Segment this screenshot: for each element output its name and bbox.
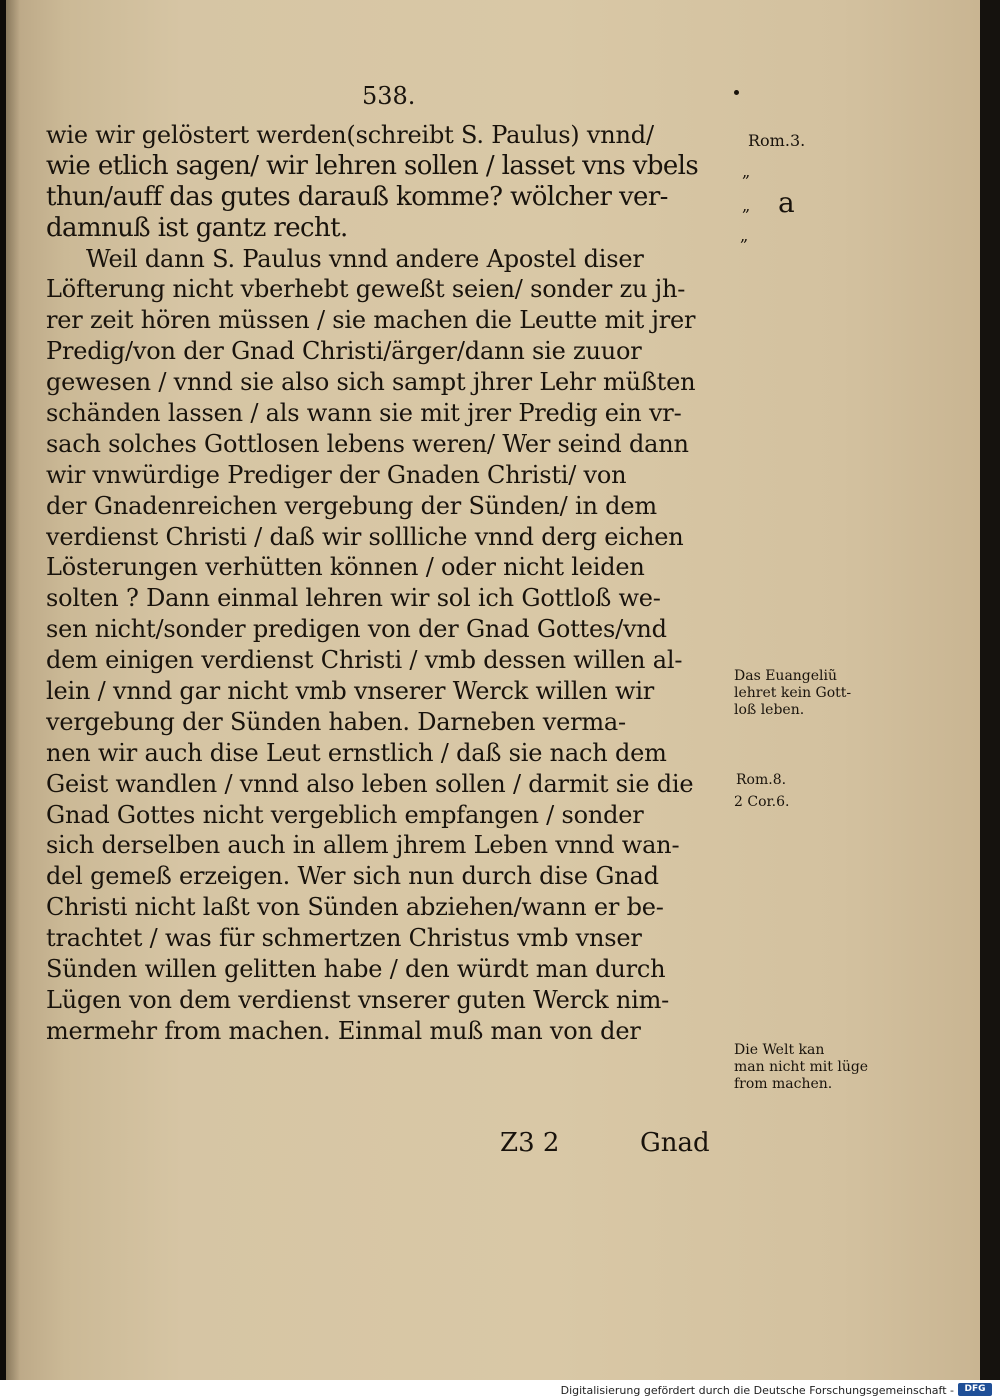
text-line: mermehr from machen. Einmal muß man von der: [46, 1016, 641, 1045]
text-line: sach solches Gottlosen lebens weren/ Wer seind dann: [46, 429, 689, 458]
text-line: thun/auff das gutes darauß komme? wölcher ver-: [46, 181, 668, 212]
margin-note-line: from machen.: [734, 1076, 833, 1092]
margin-note-line: loß leben.: [734, 702, 805, 718]
text-line: nen wir auch dise Leut ernstlich / daß sie nach dem: [46, 738, 667, 767]
text-line: Geist wandlen / vnnd also leben sollen / darmit sie die: [46, 769, 694, 798]
page-right-edge: [980, 0, 1000, 1380]
text-line: Weil dann S. Paulus vnnd andere Apostel diser: [86, 244, 644, 273]
margin-quote-mark: „: [742, 196, 751, 215]
text-line: damnuß ist gantz recht.: [46, 212, 348, 243]
text-line: gewesen / vnnd sie also sich sampt jhrer Lehr müßten: [46, 368, 696, 397]
text-line: Gnad Gottes nicht vergeblich empfangen / sonder: [46, 800, 644, 829]
text-line: wie wir gelöstert werden(schreibt S. Paulus) vnnd/: [46, 121, 654, 149]
text-line: lein / vnnd gar nicht vmb vnserer Werck willen wir: [46, 677, 655, 706]
margin-note-line: Das Euangeliũ: [734, 668, 838, 684]
body-text: [46, 120, 749, 1047]
catchword: Gnad: [640, 1128, 710, 1158]
text-line: verdienst Christi / daß wir sollliche vnnd derg eichen: [46, 522, 684, 551]
margin-reference-rom3: Rom.3.: [748, 131, 806, 150]
text-line: vergebung der Sünden haben. Darneben verma-: [46, 707, 626, 736]
margin-note-line: lehret kein Gott-: [734, 685, 852, 701]
text-line: del gemeß erzeigen. Wer sich nun durch dise Gnad: [46, 862, 659, 891]
text-line: wie etlich sagen/ wir lehren sollen / lasset vns vbels: [46, 150, 699, 181]
text-line: Lösterungen verhütten können / oder nicht leiden: [46, 553, 645, 582]
footer-credit: Digitalisierung gefördert durch die Deutsche Forschungsgemeinschaft -: [560, 1384, 954, 1397]
text-line: trachtet / was für schmertzen Christus vmb vnser: [46, 924, 642, 953]
text-line: schänden lassen / als wann sie mit jrer Predig ein vr-: [46, 399, 682, 428]
text-line: der Gnadenreichen vergebung der Sünden/ in dem: [46, 491, 657, 520]
signature-mark: Z3 2: [500, 1128, 560, 1158]
text-line: wir vnwürdige Prediger der Gnaden Christi/ von: [46, 460, 627, 489]
binding-shadow: [6, 0, 20, 1380]
text-line: Lügen von dem verdienst vnserer guten Werck nim-: [46, 985, 670, 1014]
page-number: 538.: [362, 82, 416, 110]
text-line: Christi nicht laßt von Sünden abziehen/wann er be-: [46, 893, 664, 922]
margin-quote-mark: „: [742, 162, 751, 181]
margin-note-euangelium: [734, 668, 851, 719]
text-line: Predig/von der Gnad Christi/ärger/dann sie zuuor: [46, 337, 642, 366]
text-line: Löfterung nicht vberhebt geweßt seien/ sonder zu jh-: [46, 275, 686, 304]
margin-note-line: Die Welt kan: [734, 1042, 825, 1058]
dfg-logo: DFG: [958, 1383, 992, 1396]
text-line: solten ? Dann einmal lehren wir sol ich Gottloß we-: [46, 584, 661, 613]
ink-dot: [734, 90, 739, 95]
margin-note-welt: [734, 1042, 868, 1093]
text-line: dem einigen verdienst Christi / vmb dessen willen al-: [46, 646, 683, 675]
margin-note-line: man nicht mit lüge: [734, 1059, 869, 1075]
margin-quote-mark: „: [740, 226, 749, 245]
text-line: rer zeit hören müssen / sie machen die Leutte mit jrer: [46, 306, 696, 335]
text-line: sen nicht/sonder predigen von der Gnad Gottes/vnd: [46, 615, 667, 644]
margin-reference-cor6: 2 Cor.6.: [734, 794, 790, 810]
text-line: Sünden willen gelitten habe / den würdt man durch: [46, 955, 666, 984]
margin-reference-rom8: Rom.8.: [736, 772, 787, 788]
margin-letter-mark: a: [778, 186, 795, 219]
text-line: sich derselben auch in allem jhrem Leben vnnd wan-: [46, 831, 680, 860]
